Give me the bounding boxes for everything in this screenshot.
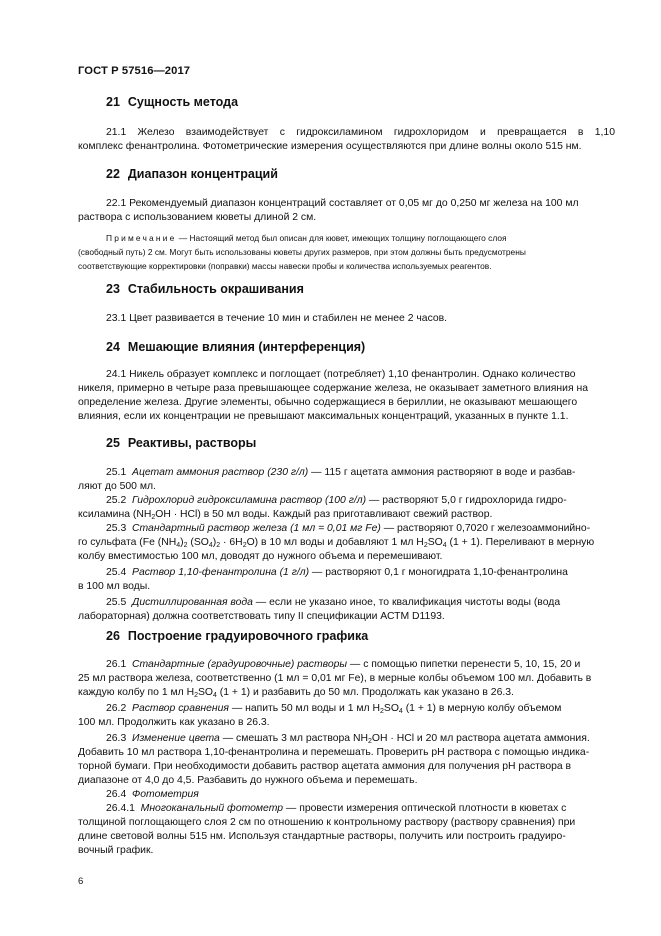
- section-number: 24: [106, 340, 120, 354]
- paragraph-line: диапазоне от 4,0 до 4,5. Разбавить до нужного объема и перемешать.: [78, 775, 418, 786]
- section-number: 21: [106, 95, 120, 109]
- section-title: Мешающие влияния (интерференция): [127, 340, 366, 354]
- paragraph-line: 21.1 Железо взаимодействует с гидроксиламином гидрохлоридом и превращается в 1,10: [106, 127, 615, 138]
- note-line: Примечание — Настоящий метод был описан для кювет, имеющих толщину поглощающего слоя: [106, 233, 507, 243]
- paragraph-line: 23.1 Цвет развивается в течение 10 мин и стабилен не менее 2 часов.: [106, 313, 448, 324]
- page-number: 6: [78, 876, 84, 887]
- section-number: 25: [106, 436, 120, 450]
- paragraph-line: толщиной поглощающего слоя 2 см по отношению к контрольному раствору (раствору сравнения) при: [78, 817, 576, 828]
- paragraph-line: 25.4 Раствор 1,10-фенантролина (1 г/л) — растворяют 0,1 г моногидрата 1,10-фенантролина: [106, 567, 568, 578]
- paragraph-line: никеля, примерно в четыре раза превышающее содержание железа, не оказывает заметного влияния на: [78, 383, 588, 394]
- section-22-heading: [106, 167, 278, 181]
- paragraph-line: 22.1 Рекомендуемый диапазон концентраций составляет от 0,05 мг до 0,250 мг железа на 100 мл: [106, 198, 579, 209]
- paragraph-line: раствора с использованием кюветы длиной 2 см.: [78, 212, 317, 223]
- paragraph-line: Добавить 10 мл раствора 1,10-фенантролина и перемешать. Проверить pH раствора с помощью индика-: [78, 747, 590, 758]
- paragraph-line: 25.3 Стандартный раствор железа (1 мл = 0,01 мг Fe) — растворяют 0,7020 г железоаммонийно-: [106, 523, 591, 534]
- paragraph-line: 26.2 Раствор сравнения — напить 50 мл воды и 1 мл $H_2SO_4$ (1 + 1) в мерную колбу объемом: [106, 703, 562, 715]
- section-title: Сущность метода: [127, 95, 239, 109]
- section-number: 23: [106, 282, 120, 296]
- paragraph-line: вочный график.: [78, 845, 154, 856]
- paragraph-line: 26.3 Изменение цвета — смешать 3 мл раствора $NH_2OH$ · HCl и 20 мл раствора ацетата аммония.: [106, 733, 590, 745]
- section-25-heading: [106, 436, 256, 450]
- note-line: (свободный путь) 2 см. Могут быть использованы кюветы других размеров, при этом должны быть предусмотрены: [78, 247, 526, 257]
- section-title: Реактивы, растворы: [127, 436, 257, 450]
- section-23-heading: [106, 282, 304, 296]
- section-title: Стабильность окрашивания: [127, 282, 304, 296]
- paragraph-line: 25.2 Гидрохлорид гидроксиламина раствор (100 г/л) — растворяют 5,0 г гидрохлорида гидро-: [106, 495, 567, 506]
- paragraph-line: каждую колбу по 1 мл $H_2SO_4$ (1 + 1) и разбавить до 50 мл. Продолжать как указано в 26.3.: [78, 687, 514, 699]
- paragraph-line: торной бумаги. При необходимости добавить раствор ацетата аммония для получения pH раствора в: [78, 761, 572, 772]
- section-21-heading: [106, 95, 238, 109]
- paragraph-line: 25.1 Ацетат аммония раствор (230 г/л) — 115 г ацетата аммония растворяют в воде и разбав-: [106, 467, 576, 478]
- paragraph-line: 25.5 Дистиллированная вода — если не указано иное, то квалификация чистоты воды (вода: [106, 597, 561, 608]
- section-26-heading: [106, 629, 368, 643]
- paragraph-line: в 100 мл воды.: [78, 581, 151, 592]
- section-number: 22: [106, 167, 120, 181]
- paragraph-line: длине световой волны 515 нм. Используя стандартные растворы, получить или построить градуиро-: [78, 831, 566, 842]
- paragraph-line: комплекс фенантролина. Фотометрические измерения осуществляются при длине волны около 515 нм.: [78, 141, 582, 152]
- note-line: соответствующие корректировки (поправки) массы навески пробы и количества используемых реагентов.: [78, 261, 492, 271]
- section-number: 26: [106, 629, 120, 643]
- paragraph-line: го сульфата (Fe $(NH_4)_2$ $(SO_4)_2 \cdot 6H_2O$) в 10 мл воды и добавляют 1 мл $H_2SO_4$ (1 + 1). Переливают в мерную: [78, 537, 595, 549]
- section-title: Построение градуировочного графика: [127, 629, 369, 643]
- paragraph-line: 25 мл раствора железа, соответственно (1 мл = 0,01 мг Fe), в мерные колбы объемом 100 мл. Добавить в: [78, 673, 592, 684]
- paragraph-line: 24.1 Никель образует комплекс и поглощает (потребляет) 1,10 фенантролин. Однако количество: [106, 369, 576, 380]
- paragraph-line: 26.1 Стандартные (градуировочные) растворы — с помощью пипетки перенести 5, 10, 15, 20 и: [106, 659, 581, 670]
- paragraph-line: ксиламина $(NH_2OH \cdot HCl)$ в 50 мл воды. Каждый раз приготавливают свежий раствор.: [78, 509, 493, 521]
- paragraph-line: определение железа. Другие элементы, обычно содержащиеся в бериллии, не оказывают мешающего: [78, 397, 578, 408]
- paragraph-line: влияния, если их концентрации не превышают максимальных концентраций, указанных в пункте 1.1.: [78, 411, 569, 422]
- note-label: Примечание: [106, 233, 177, 243]
- paragraph-line: колбу вместимостью 100 мл, доводят до нужного объема и перемешивают.: [78, 551, 443, 562]
- paragraph-line: 26.4 Фотометрия: [106, 789, 199, 800]
- section-24-heading: [106, 340, 365, 354]
- paragraph-line: 26.4.1 Многоканальный фотометр — провести измерения оптической плотности в кюветах с: [106, 803, 567, 814]
- paragraph-line: 100 мл. Продолжить как указано в 26.3.: [78, 717, 270, 728]
- section-title: Диапазон концентраций: [127, 167, 278, 181]
- document-header: ГОСТ Р 57516—2017: [78, 65, 191, 77]
- paragraph-line: лабораторная) должна соответствовать типу II спецификации АСТМ D1193.: [78, 611, 445, 622]
- paragraph-line: ляют до 500 мл.: [78, 481, 156, 492]
